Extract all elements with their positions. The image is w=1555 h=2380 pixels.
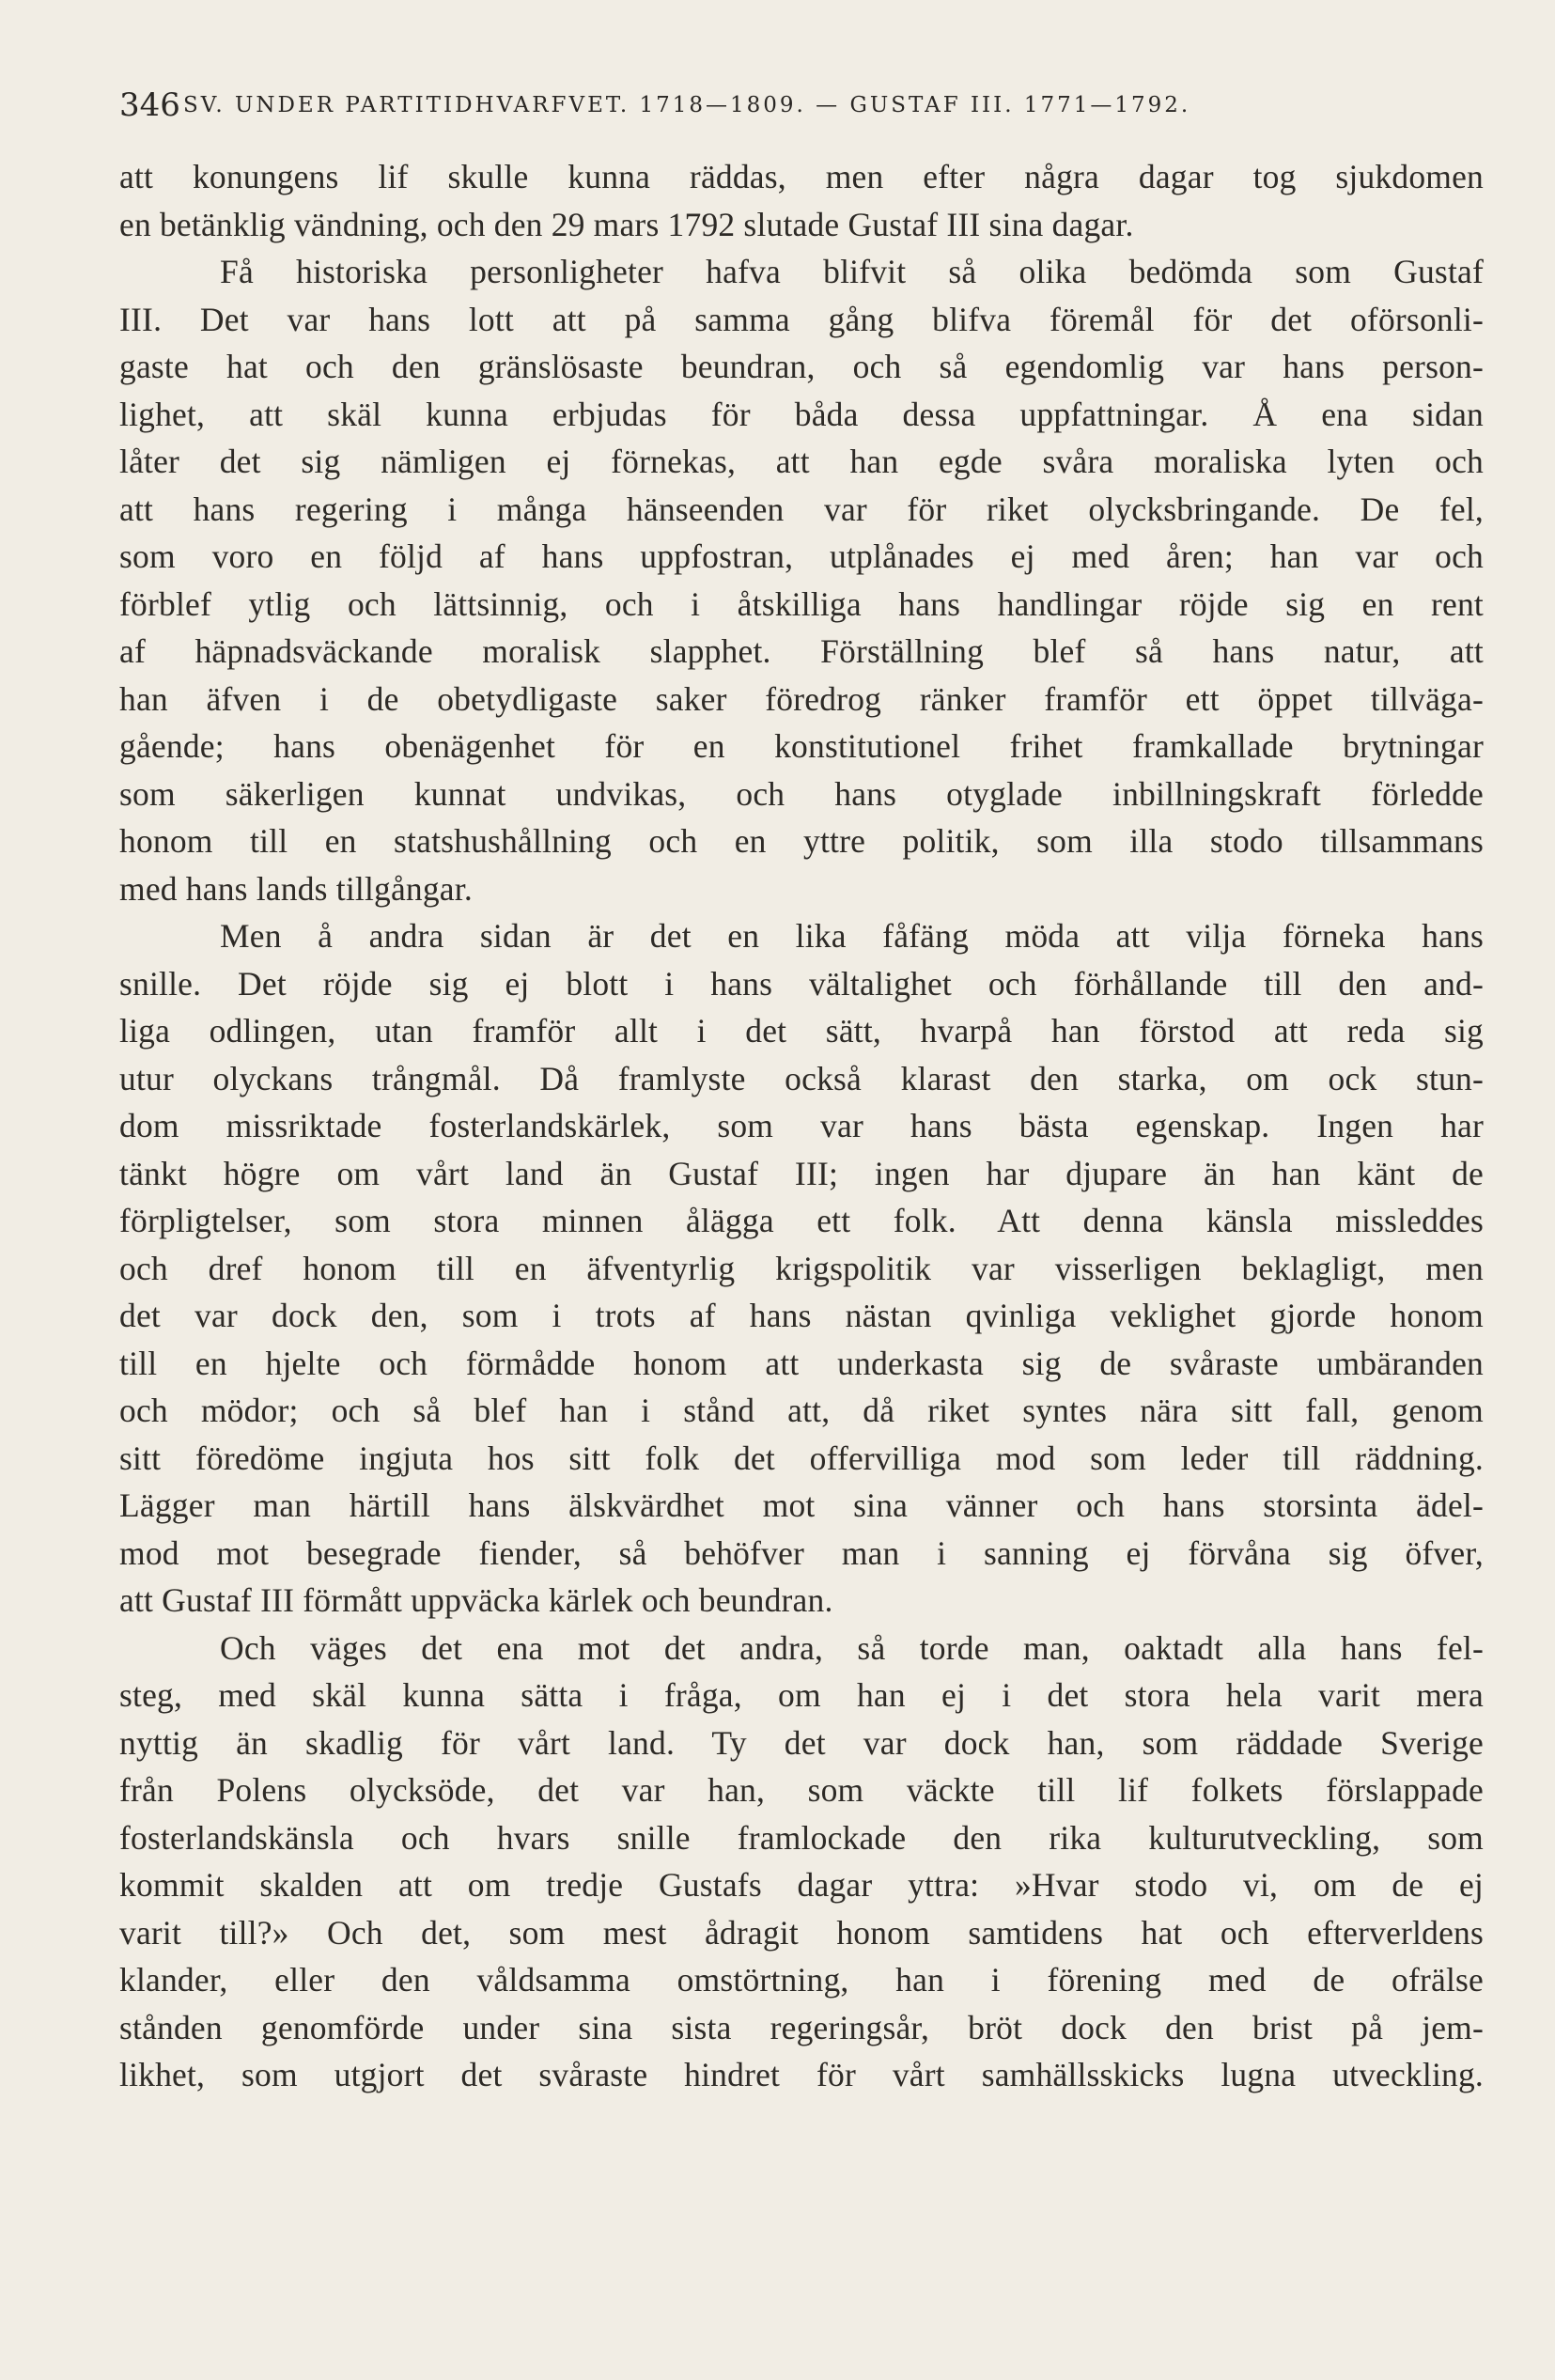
text-line: låter det sig nämligen ej förnekas, att han egde svåra moraliska lyten och <box>119 443 1484 480</box>
text-line: mod mot besegrade fiender, så behöfver man i sanning ej förvåna sig öfver, <box>119 1533 1484 1572</box>
text-line: gående; hans obenägenhet för en konstitutionel frihet framkallade brytningar <box>119 727 1484 765</box>
running-head: SV. UNDER PARTITIDHVARFVET. 1718—1809. — GUSTAF III. 1771—1792. <box>183 93 1191 117</box>
text-line: nyttig än skadlig för vårt land. Ty det var dock han, som räddade Sverige <box>119 1723 1484 1762</box>
text-line: att konungens lif skulle kunna räddas, men efter några dagar tog sjukdomen <box>119 158 1484 195</box>
text-line: klander, eller den våldsamma omstörtning, han i förening med de ofrälse <box>119 1961 1484 1999</box>
text-line: att hans regering i många hänseenden var för riket olycksbringande. De fel, <box>119 490 1484 528</box>
text-line: fosterlandskänsla och hvars snille framlockade den rika kulturutveckling, som <box>119 1818 1484 1857</box>
text-line: Få historiska personligheter hafva blifvit så olika bedömda som Gustaf <box>220 253 1484 290</box>
text-line: Men å andra sidan är det en lika fåfäng möda att vilja förneka hans <box>220 917 1484 955</box>
text-line: och dref honom till en äfventyrlig krigspolitik var visserligen beklagligt, men <box>119 1249 1484 1287</box>
text-line: likhet, som utgjort det svåraste hindret för vårt samhällsskicks lugna utveckling. <box>119 2056 1484 2093</box>
text-line: och mödor; och så blef han i stånd att, då riket syntes nära sitt fall, genom <box>119 1392 1484 1429</box>
text-line: det var dock den, som i trots af hans nästan qvinliga veklighet gjorde honom <box>119 1297 1484 1334</box>
text-line: en betänklig vändning, och den 29 mars 1792 slutade Gustaf III sina dagar. <box>119 205 1134 243</box>
text-line: som voro en följd af hans uppfostran, utplånades ej med åren; han var och <box>119 537 1484 575</box>
text-line: utur olyckans trångmål. Då framlyste också klarast den starka, om ock stun- <box>119 1059 1484 1097</box>
text-line: att Gustaf III förmått uppväcka kärlek och beundran. <box>119 1581 833 1619</box>
text-line: tänkt högre om vårt land än Gustaf III; ingen har djupare än han känt de <box>119 1154 1484 1192</box>
text-line: till en hjelte och förmådde honom att underkasta sig de svåraste umbäranden <box>119 1344 1484 1382</box>
text-line: med hans lands tillgångar. <box>119 869 473 908</box>
text-line: snille. Det röjde sig ej blott i hans vältalighet och förhållande till den and- <box>119 964 1484 1003</box>
body-text <box>119 153 1484 2099</box>
text-line: varit till?» Och det, som mest ådragit honom samtidens hat och efterverldens <box>119 1913 1484 1952</box>
text-line: liga odlingen, utan framför allt i det sätt, hvarpå han förstod att reda sig <box>119 1012 1484 1050</box>
text-line: III. Det var hans lott att på samma gång blifva föremål för det oförsonli- <box>119 300 1484 338</box>
text-line: lighet, att skäl kunna erbjudas för båda dessa uppfattningar. Å ena sidan <box>119 395 1484 433</box>
text-line: steg, med skäl kunna sätta i fråga, om han ej i det stora hela varit mera <box>119 1676 1484 1714</box>
text-line: sitt föredöme ingjuta hos sitt folk det offervilliga mod som leder till räddning. <box>119 1439 1484 1477</box>
text-line: som säkerligen kunnat undvikas, och hans otyglade inbillningskraft förledde <box>119 774 1484 813</box>
text-line: dom missriktade fosterlandskärlek, som var hans bästa egenskap. Ingen har <box>119 1107 1484 1144</box>
text-line: gaste hat och den gränslösaste beundran, och så egendomlig var hans person- <box>119 348 1484 385</box>
text-line: af häpnadsväckande moralisk slapphet. Förställning blef så hans natur, att <box>119 632 1484 670</box>
text-line: stånden genomförde under sina sista regeringsår, bröt dock den brist på jem- <box>119 2008 1484 2046</box>
text-line: kommit skalden att om tredje Gustafs dagar yttra: »Hvar stodo vi, om de ej <box>119 1866 1484 1904</box>
text-line: Lägger man härtill hans älskvärdhet mot sina vänner och hans storsinta ädel- <box>119 1486 1484 1524</box>
page-number: 346 <box>119 86 180 124</box>
text-line: från Polens olycksöde, det var han, som väckte till lif folkets förslappade <box>119 1771 1484 1809</box>
text-line: han äfven i de obetydligaste saker föredrog ränker framför ett öppet tillväga- <box>119 679 1484 718</box>
text-line: Och väges det ena mot det andra, så torde man, oaktadt alla hans fel- <box>220 1628 1484 1667</box>
text-line: honom till en statshushållning och en yttre politik, som illa stodo tillsammans <box>119 822 1484 860</box>
page-header <box>119 77 1435 133</box>
text-line: förpligtelser, som stora minnen ålägga ett folk. Att denna känsla missleddes <box>119 1202 1484 1239</box>
text-line: förblef ytlig och lättsinnig, och i åtskilliga hans handlingar röjde sig en rent <box>119 584 1484 623</box>
